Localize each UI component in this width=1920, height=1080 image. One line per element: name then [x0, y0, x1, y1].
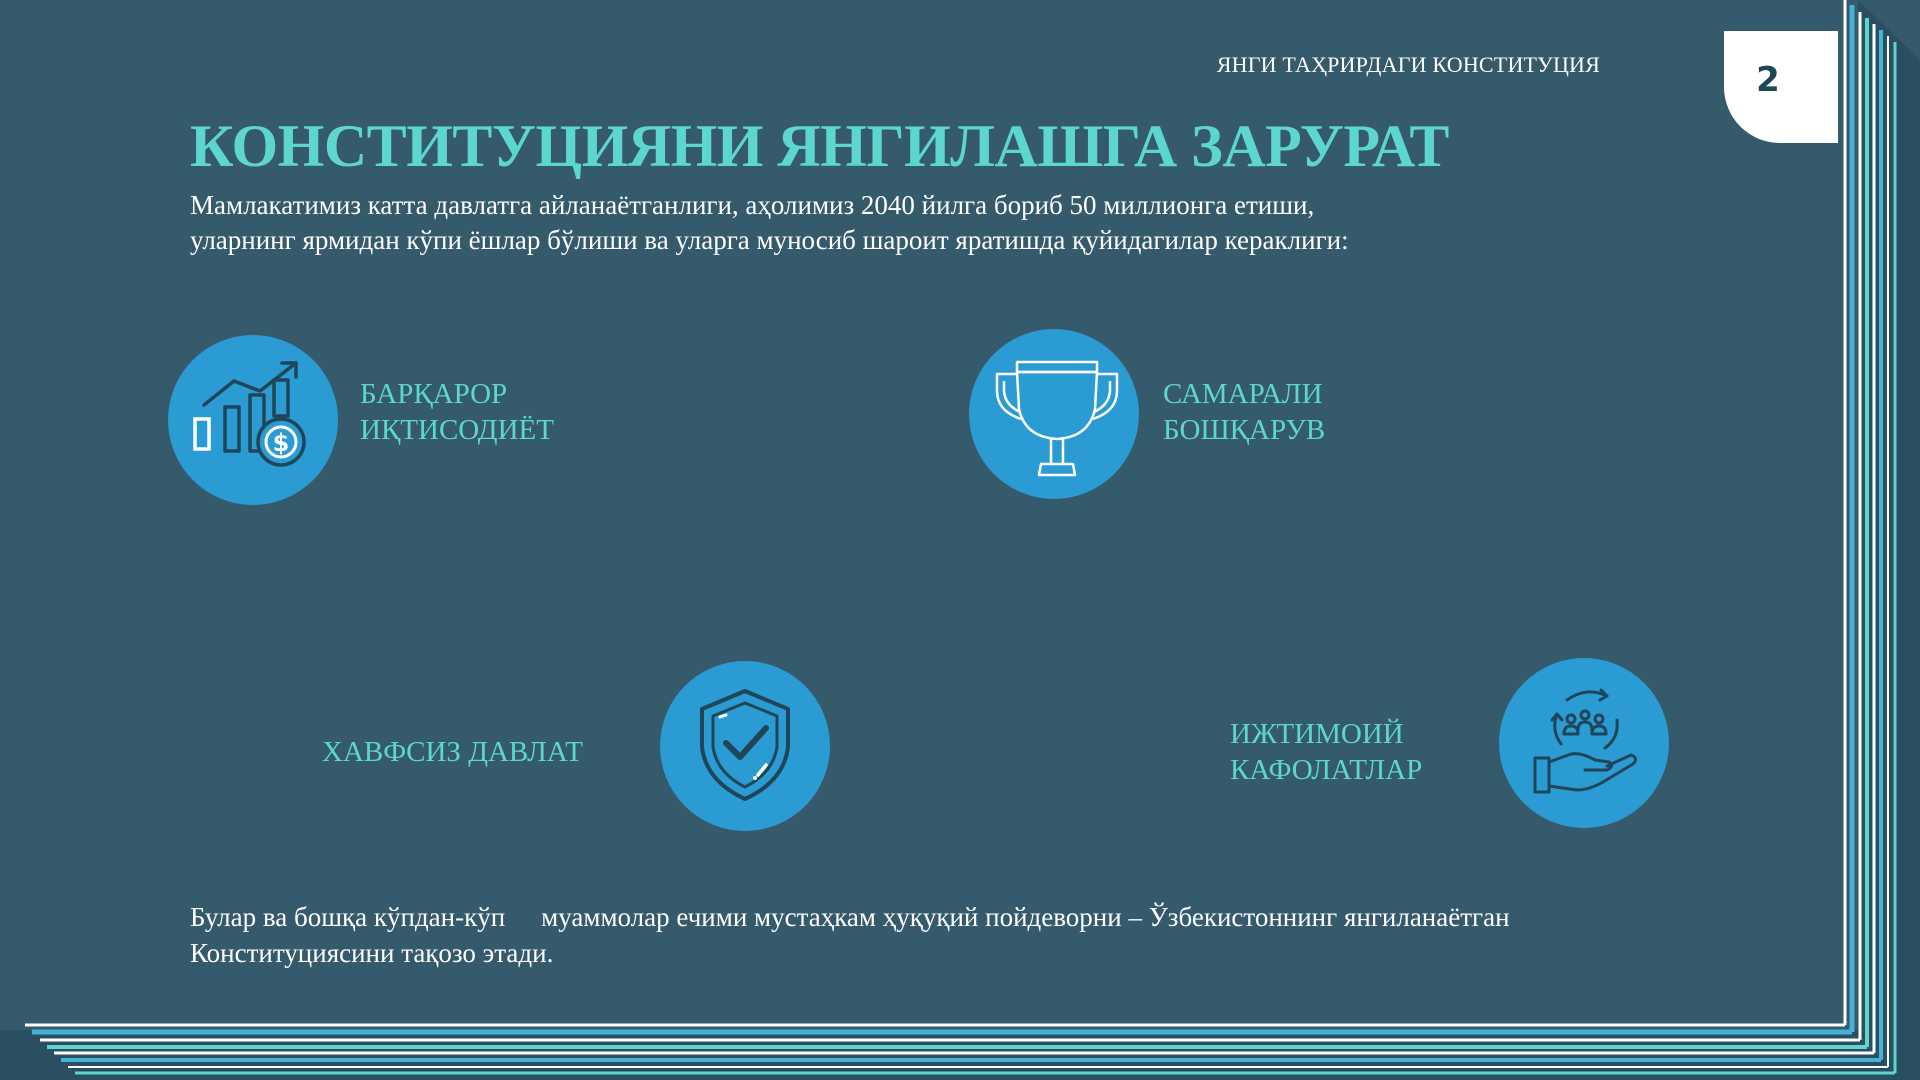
intro-line-2: уларнинг ярмидан кўпи ёшлар бўлиши ва уларга муносиб шароит яратишда қуйидагилар кераклиги:	[190, 225, 1349, 255]
item-stable-economy-line-2: ИҚТИСОДИЁТ	[360, 414, 554, 446]
svg-text:$: $	[272, 429, 290, 457]
outro-text	[190, 899, 1510, 971]
page-number: 2	[1756, 60, 1780, 100]
item-effective-governance-label	[1163, 376, 1325, 448]
intro-text	[190, 188, 1349, 258]
outro-line-1-part-a: Булар ва бошқа кўпдан-кўп	[190, 902, 506, 932]
growth-chart-dollar-icon	[168, 335, 338, 505]
item-social-guarantees-line-1: ИЖТИМОИЙ	[1230, 718, 1404, 750]
slide-title: КОНСТИТУЦИЯНИ ЯНГИЛАШГА ЗАРУРАТ	[190, 113, 1449, 179]
outro-line-1-part-b: муаммолар ечими мустаҳкам ҳуқуқий пойдеворни – Ўзбекистоннинг янгиланаётган	[541, 902, 1510, 932]
outro-line-1	[190, 899, 1510, 935]
intro-line-1: Мамлакатимиз катта давлатга айланаётганлиги, аҳолимиз 2040 йилга бориб 50 миллионга етиши,	[190, 190, 1315, 220]
item-social-guarantees-label	[1230, 716, 1422, 788]
outro-line-2: Конституциясини тақозо этади.	[190, 938, 554, 968]
item-effective-governance-line-2: БОШҚАРУВ	[1163, 414, 1326, 446]
item-stable-economy-label	[360, 376, 554, 448]
hand-people-icon	[1499, 658, 1669, 828]
item-safe-state-label: ХАВФСИЗ ДАВЛАТ	[322, 736, 583, 768]
item-stable-economy-line-1: БАРҚАРОР	[360, 378, 508, 410]
shield-check-icon	[660, 661, 830, 831]
header-label: ЯНГИ ТАҲРИРДАГИ КОНСТИТУЦИЯ	[1216, 52, 1600, 77]
item-social-guarantees-line-2: КАФОЛАТЛАР	[1230, 754, 1423, 786]
item-effective-governance-line-1: САМАРАЛИ	[1163, 378, 1323, 410]
trophy-icon	[969, 329, 1139, 499]
